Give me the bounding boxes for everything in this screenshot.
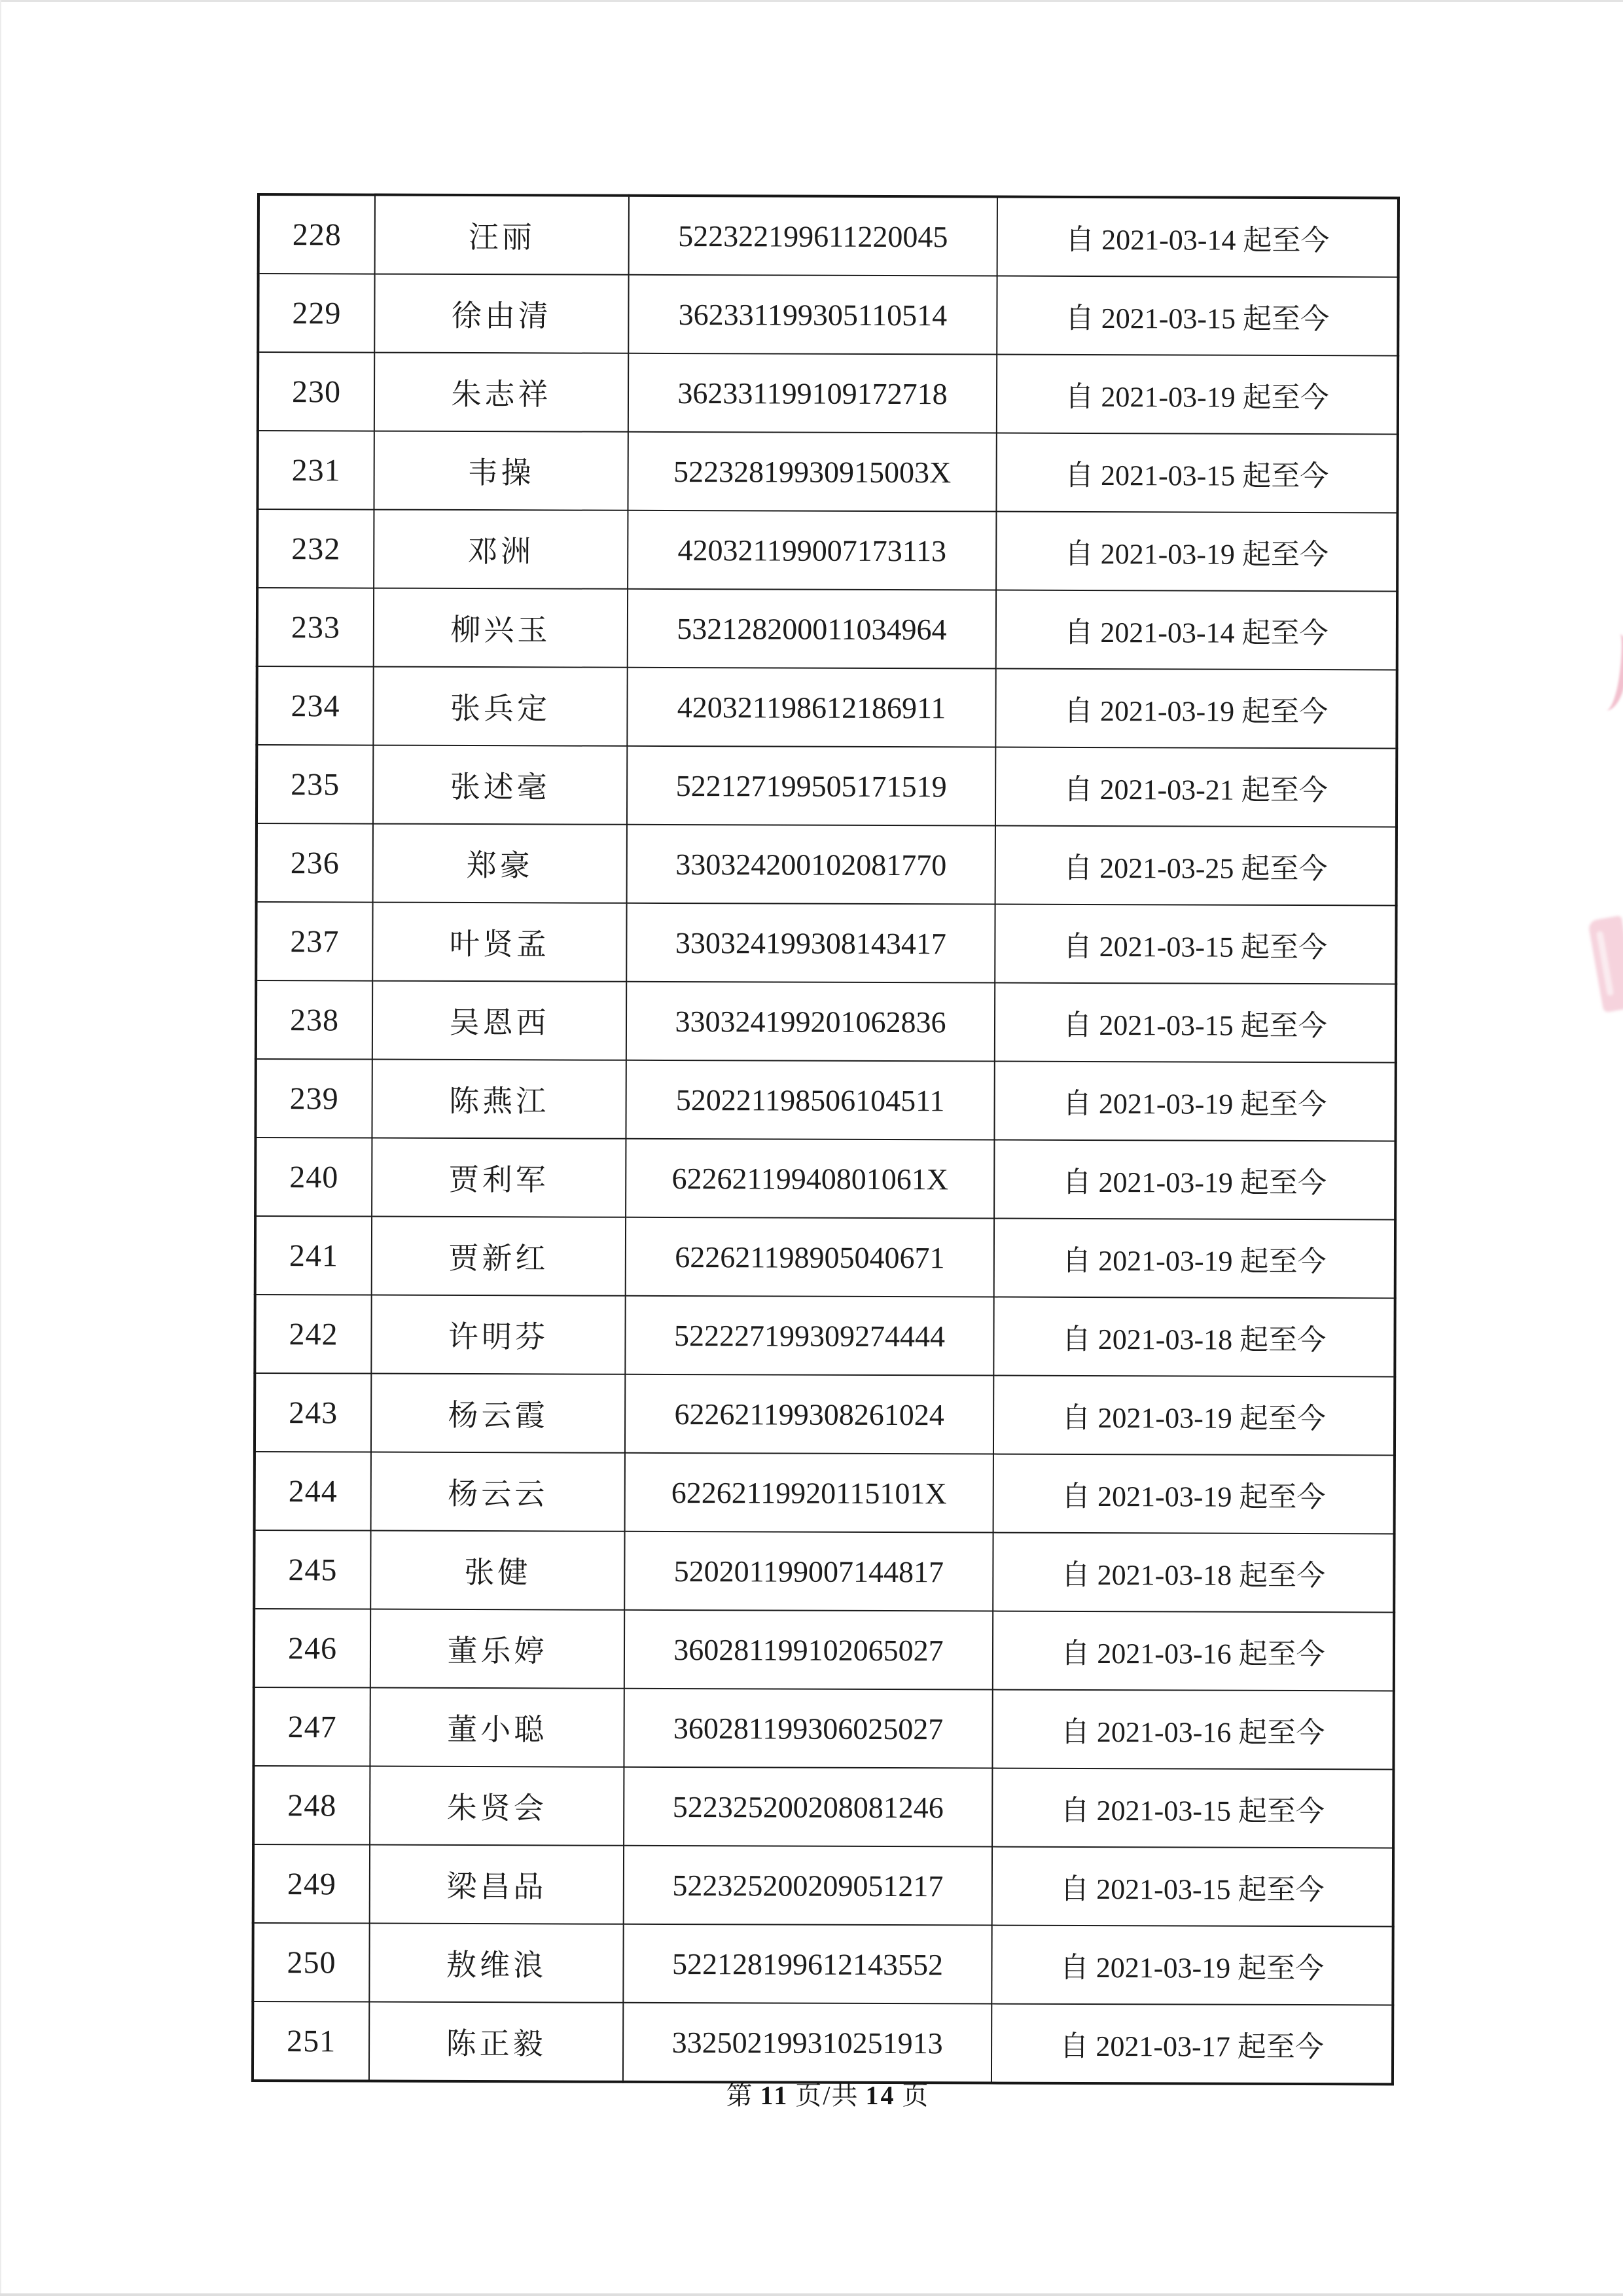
row-number-cell: 249 — [253, 1844, 370, 1924]
person-name-cell: 吴恩西 — [372, 981, 626, 1060]
row-number-cell: 234 — [257, 666, 373, 745]
row-number-cell: 235 — [257, 745, 373, 824]
table-row — [254, 1530, 1394, 1612]
row-number-cell: 233 — [257, 588, 374, 667]
page-footer — [726, 2075, 930, 2112]
person-name-cell: 张兵定 — [373, 667, 627, 746]
person-name-cell: 陈燕江 — [372, 1060, 626, 1139]
person-name-cell: 朱志祥 — [374, 353, 628, 432]
id-number-cell: 520201199007144817 — [624, 1532, 993, 1611]
scan-edge-left — [0, 0, 1, 2296]
id-number-cell: 522128199612143552 — [623, 1924, 991, 2004]
id-number-cell: 522325200208081246 — [624, 1767, 992, 1847]
person-name-cell: 杨云云 — [371, 1452, 625, 1532]
table-row — [253, 1923, 1393, 2005]
id-number-cell: 52232819930915003X — [628, 432, 996, 512]
id-number-cell: 420321199007173113 — [628, 511, 996, 590]
personnel-table-wrapper — [251, 193, 1397, 2085]
id-number-cell: 360281199102065027 — [624, 1610, 993, 1690]
id-number-cell: 362331199109172718 — [628, 353, 997, 433]
period-cell: 自 2021-03-18 起至今 — [993, 1297, 1395, 1377]
table-row — [257, 666, 1397, 748]
period-cell: 自 2021-03-19 起至今 — [993, 1376, 1395, 1456]
total-page-number: 14 — [865, 2081, 896, 2110]
person-name-cell: 徐由清 — [374, 274, 628, 353]
period-cell: 自 2021-03-14 起至今 — [996, 590, 1397, 670]
period-cell: 自 2021-03-25 起至今 — [995, 826, 1397, 906]
person-name-cell: 梁昌品 — [370, 1845, 624, 1924]
person-name-cell: 许明芬 — [371, 1295, 625, 1374]
period-cell: 自 2021-03-19 起至今 — [997, 355, 1398, 435]
table-row — [256, 980, 1396, 1062]
period-cell: 自 2021-03-15 起至今 — [992, 1847, 1393, 1927]
id-number-cell: 420321198612186911 — [627, 668, 995, 747]
id-number-cell: 330324200102081770 — [627, 825, 995, 905]
table-row — [253, 1844, 1393, 1926]
footer-prefix: 第 — [726, 2081, 754, 2110]
footer-suffix: 页 — [902, 2081, 930, 2110]
table-row — [257, 745, 1397, 827]
table-row — [255, 1295, 1395, 1376]
row-number-cell: 240 — [255, 1138, 372, 1217]
id-number-cell: 522227199309274444 — [625, 1296, 993, 1376]
row-number-cell: 232 — [257, 509, 374, 588]
row-number-cell: 245 — [254, 1530, 370, 1609]
row-number-cell: 244 — [255, 1452, 371, 1531]
period-cell: 自 2021-03-14 起至今 — [997, 197, 1399, 278]
person-name-cell: 张健 — [370, 1531, 624, 1610]
person-name-cell: 贾利军 — [372, 1138, 626, 1217]
period-cell: 自 2021-03-16 起至今 — [993, 1611, 1394, 1691]
pink-stamp-fragment-upper — [1593, 632, 1623, 713]
row-number-cell: 243 — [255, 1373, 371, 1452]
person-name-cell: 邓洲 — [374, 510, 628, 589]
period-cell: 自 2021-03-15 起至今 — [997, 276, 1398, 356]
person-name-cell: 柳兴玉 — [374, 588, 628, 668]
period-cell: 自 2021-03-16 起至今 — [992, 1690, 1393, 1770]
row-number-cell: 230 — [258, 352, 374, 431]
person-name-cell: 董乐婷 — [370, 1609, 624, 1689]
scan-edge-top — [0, 0, 1623, 2]
period-cell: 自 2021-03-19 起至今 — [993, 1454, 1395, 1534]
id-number-cell: 622621199308261024 — [625, 1374, 993, 1454]
table-row — [259, 194, 1399, 277]
table-row — [255, 1059, 1395, 1141]
period-cell: 自 2021-03-19 起至今 — [996, 512, 1397, 592]
table-row — [257, 509, 1397, 591]
id-number-cell: 532128200011034964 — [628, 589, 996, 669]
table-row — [253, 1766, 1393, 1848]
id-number-cell: 62262119940801061X — [626, 1139, 994, 1219]
row-number-cell: 241 — [255, 1216, 372, 1295]
row-number-cell: 248 — [253, 1766, 370, 1845]
id-number-cell: 330324199201062836 — [626, 982, 995, 1062]
person-name-cell: 韦操 — [374, 431, 628, 511]
table-row — [258, 274, 1398, 355]
row-number-cell: 242 — [255, 1295, 371, 1374]
period-cell: 自 2021-03-17 起至今 — [991, 2004, 1393, 2085]
table-row — [258, 352, 1398, 434]
person-name-cell: 贾新红 — [372, 1217, 626, 1296]
row-number-cell: 237 — [256, 902, 372, 981]
id-number-cell: 522127199505171519 — [627, 746, 995, 826]
row-number-cell: 250 — [253, 1923, 369, 2002]
period-cell: 自 2021-03-15 起至今 — [995, 905, 1396, 984]
person-name-cell: 陈正毅 — [369, 2002, 623, 2082]
person-name-cell: 叶贤孟 — [372, 903, 626, 982]
period-cell: 自 2021-03-19 起至今 — [995, 669, 1397, 749]
person-name-cell: 董小聪 — [370, 1688, 624, 1767]
footer-separator: 页/共 — [795, 2081, 859, 2110]
table-row — [256, 902, 1396, 984]
period-cell: 自 2021-03-19 起至今 — [994, 1140, 1395, 1220]
row-number-cell: 229 — [258, 274, 374, 353]
table-row — [255, 1138, 1395, 1219]
period-cell: 自 2021-03-21 起至今 — [995, 747, 1397, 827]
person-name-cell: 敖维浪 — [369, 1924, 623, 2003]
id-number-cell: 330324199308143417 — [626, 903, 995, 983]
row-number-cell: 239 — [255, 1059, 372, 1138]
personnel-roster-table — [251, 193, 1400, 2085]
period-cell: 自 2021-03-18 起至今 — [993, 1533, 1394, 1613]
period-cell: 自 2021-03-19 起至今 — [994, 1219, 1395, 1299]
table-row — [255, 1452, 1395, 1534]
id-number-cell: 332502199310251913 — [623, 2003, 991, 2083]
id-number-cell: 360281199306025027 — [624, 1689, 992, 1768]
table-row — [254, 1609, 1394, 1691]
table-row — [255, 1373, 1395, 1455]
period-cell: 自 2021-03-15 起至今 — [995, 983, 1396, 1063]
period-cell: 自 2021-03-15 起至今 — [996, 433, 1397, 513]
id-number-cell: 522322199611220045 — [629, 196, 997, 276]
current-page-number: 11 — [760, 2081, 789, 2110]
person-name-cell: 朱贤会 — [370, 1767, 624, 1846]
person-name-cell: 杨云霞 — [371, 1374, 625, 1453]
period-cell: 自 2021-03-19 起至今 — [991, 1926, 1393, 2005]
pink-stamp-fragment-lower — [1588, 916, 1623, 1013]
table-row — [255, 1216, 1395, 1298]
row-number-cell: 228 — [259, 194, 375, 274]
scan-edge-bottom — [0, 2293, 1623, 2296]
row-number-cell: 238 — [256, 980, 372, 1060]
row-number-cell: 247 — [253, 1687, 370, 1767]
table-row — [257, 431, 1397, 512]
row-number-cell: 251 — [253, 2001, 369, 2081]
row-number-cell: 246 — [254, 1609, 370, 1688]
id-number-cell: 522325200209051217 — [624, 1846, 992, 1926]
id-number-cell: 622621198905040671 — [626, 1217, 994, 1297]
table-row — [257, 823, 1397, 905]
row-number-cell: 231 — [257, 431, 374, 510]
person-name-cell: 张述毫 — [373, 745, 627, 825]
table-row — [253, 1687, 1393, 1769]
id-number-cell: 362331199305110514 — [628, 275, 997, 355]
row-number-cell: 236 — [257, 823, 373, 903]
roster-table-body — [253, 194, 1399, 2084]
id-number-cell: 62262119920115101X — [625, 1453, 993, 1533]
id-number-cell: 520221198506104511 — [626, 1060, 994, 1140]
period-cell: 自 2021-03-15 起至今 — [992, 1768, 1393, 1848]
person-name-cell: 汪丽 — [375, 195, 629, 275]
period-cell: 自 2021-03-19 起至今 — [994, 1062, 1395, 1141]
table-row — [253, 2001, 1393, 2084]
table-row — [257, 588, 1397, 670]
person-name-cell: 郑豪 — [373, 824, 627, 903]
